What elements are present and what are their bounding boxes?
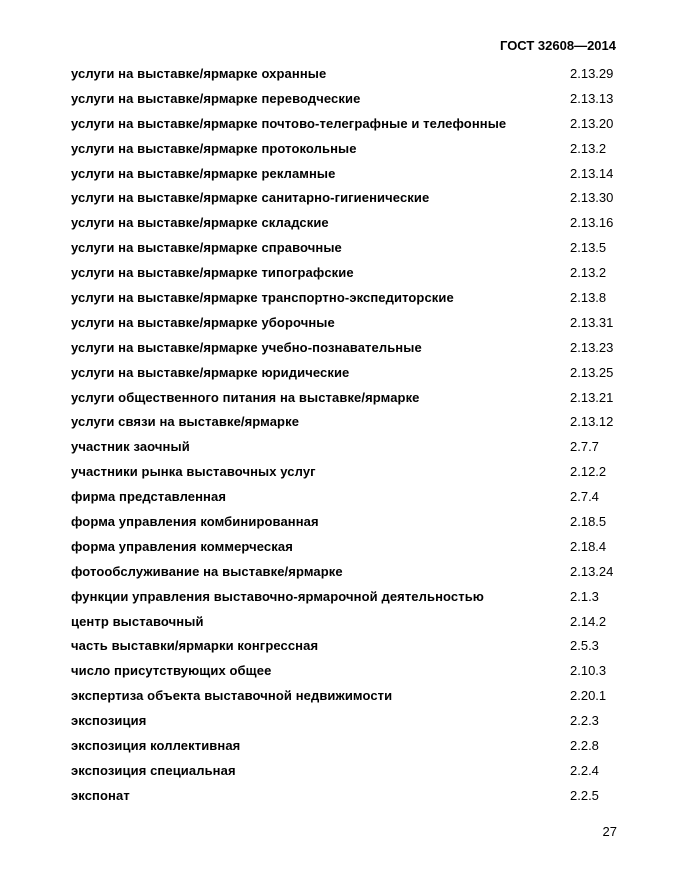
index-reference: 2.13.31 xyxy=(570,314,614,330)
index-entry xyxy=(71,161,626,186)
index-term: услуги на выставке/ярмарке справочные xyxy=(71,240,342,256)
index-reference: 2.2.8 xyxy=(570,737,599,753)
index-term: фирма представленная xyxy=(71,489,227,505)
index-reference: 2.13.13 xyxy=(570,90,614,106)
index-reference: 2.7.7 xyxy=(570,439,599,455)
index-reference: 2.1.3 xyxy=(570,588,599,604)
index-entry xyxy=(71,111,626,136)
index-term: услуги на выставке/ярмарке уборочные xyxy=(71,314,335,330)
index-entry xyxy=(71,310,626,335)
index-term: участник заочный xyxy=(71,439,190,455)
index-reference: 2.13.29 xyxy=(570,65,614,81)
index-term: услуги на выставке/ярмарке охранные xyxy=(71,65,327,81)
index-term: центр выставочный xyxy=(71,613,204,629)
index-reference: 2.10.3 xyxy=(570,663,607,679)
index-entry xyxy=(71,658,626,683)
index-term: экспозиция специальная xyxy=(71,762,236,778)
index-reference: 2.2.3 xyxy=(570,713,599,729)
index-reference: 2.5.3 xyxy=(570,638,599,654)
index-term: часть выставки/ярмарки конгрессная xyxy=(71,638,319,654)
index-term: экспозиция коллективная xyxy=(71,737,241,753)
index-entry xyxy=(71,509,626,534)
index-reference: 2.13.23 xyxy=(570,339,614,355)
index-entry xyxy=(71,210,626,235)
index-term: фотообслуживание на выставке/ярмарке xyxy=(71,563,343,579)
index-term: экспонат xyxy=(71,787,130,803)
index-term: услуги общественного питания на выставке/ярмарке xyxy=(71,389,420,405)
index-entry xyxy=(71,235,626,260)
index-entry xyxy=(71,584,626,609)
index-term: экспертиза объекта выставочной недвижимости xyxy=(71,688,393,704)
index-reference: 2.13.25 xyxy=(570,364,614,380)
index-entry xyxy=(71,86,626,111)
index-entry xyxy=(71,335,626,360)
index-term: услуги на выставке/ярмарке рекламные xyxy=(71,165,336,181)
index-reference: 2.2.4 xyxy=(570,762,599,778)
index-reference: 2.18.5 xyxy=(570,513,607,529)
index-reference: 2.13.14 xyxy=(570,165,614,181)
index-entry xyxy=(71,708,626,733)
index-term: число присутствующих общее xyxy=(71,663,272,679)
index-reference: 2.13.21 xyxy=(570,389,614,405)
index-entry xyxy=(71,434,626,459)
index-term: форма управления комбинированная xyxy=(71,513,319,529)
index-reference: 2.12.2 xyxy=(570,464,607,480)
index-entry xyxy=(71,136,626,161)
page-number: 27 xyxy=(602,824,617,839)
index-term: услуги на выставке/ярмарке транспортно-экспедиторские xyxy=(71,289,454,305)
index-reference: 2.13.12 xyxy=(570,414,614,430)
index-entry xyxy=(71,733,626,758)
index-reference: 2.13.8 xyxy=(570,289,607,305)
term-index-list xyxy=(71,61,626,808)
index-reference: 2.20.1 xyxy=(570,688,607,704)
index-term: услуги на выставке/ярмарке складские xyxy=(71,215,329,231)
index-term: услуги на выставке/ярмарке типографские xyxy=(71,265,354,281)
index-term: функции управления выставочно-ярмарочной деятельностью xyxy=(71,588,484,604)
index-entry xyxy=(71,409,626,434)
index-reference: 2.7.4 xyxy=(570,489,599,505)
index-entry xyxy=(71,459,626,484)
index-entry xyxy=(71,185,626,210)
index-entry xyxy=(71,61,626,86)
index-term: услуги на выставке/ярмарке учебно-познавательные xyxy=(71,339,422,355)
index-entry xyxy=(71,385,626,410)
index-reference: 2.18.4 xyxy=(570,538,607,554)
index-reference: 2.13.30 xyxy=(570,190,614,206)
index-entry xyxy=(71,559,626,584)
index-reference: 2.13.2 xyxy=(570,265,607,281)
index-entry xyxy=(71,683,626,708)
document-header: ГОСТ 32608—2014 xyxy=(500,38,616,53)
index-entry xyxy=(71,484,626,509)
index-term: услуги связи на выставке/ярмарке xyxy=(71,414,300,430)
index-reference: 2.13.2 xyxy=(570,140,607,156)
index-term: услуги на выставке/ярмарке переводческие xyxy=(71,90,361,106)
index-term: участники рынка выставочных услуг xyxy=(71,464,316,480)
index-entry xyxy=(71,783,626,808)
index-entry xyxy=(71,360,626,385)
index-entry xyxy=(71,633,626,658)
index-reference: 2.13.5 xyxy=(570,240,607,256)
index-term: услуги на выставке/ярмарке юридические xyxy=(71,364,350,380)
index-reference: 2.13.20 xyxy=(570,115,614,131)
index-reference: 2.2.5 xyxy=(570,787,599,803)
index-reference: 2.14.2 xyxy=(570,613,607,629)
index-entry xyxy=(71,260,626,285)
index-entry xyxy=(71,534,626,559)
index-reference: 2.13.24 xyxy=(570,563,614,579)
index-entry xyxy=(71,285,626,310)
index-term: экспозиция xyxy=(71,713,147,729)
index-term: услуги на выставке/ярмарке санитарно-гигиенические xyxy=(71,190,430,206)
index-entry xyxy=(71,609,626,634)
index-term: услуги на выставке/ярмарке протокольные xyxy=(71,140,357,156)
index-reference: 2.13.16 xyxy=(570,215,614,231)
index-term: услуги на выставке/ярмарке почтово-телеграфные и телефонные xyxy=(71,115,507,131)
index-entry xyxy=(71,758,626,783)
index-term: форма управления коммерческая xyxy=(71,538,293,554)
